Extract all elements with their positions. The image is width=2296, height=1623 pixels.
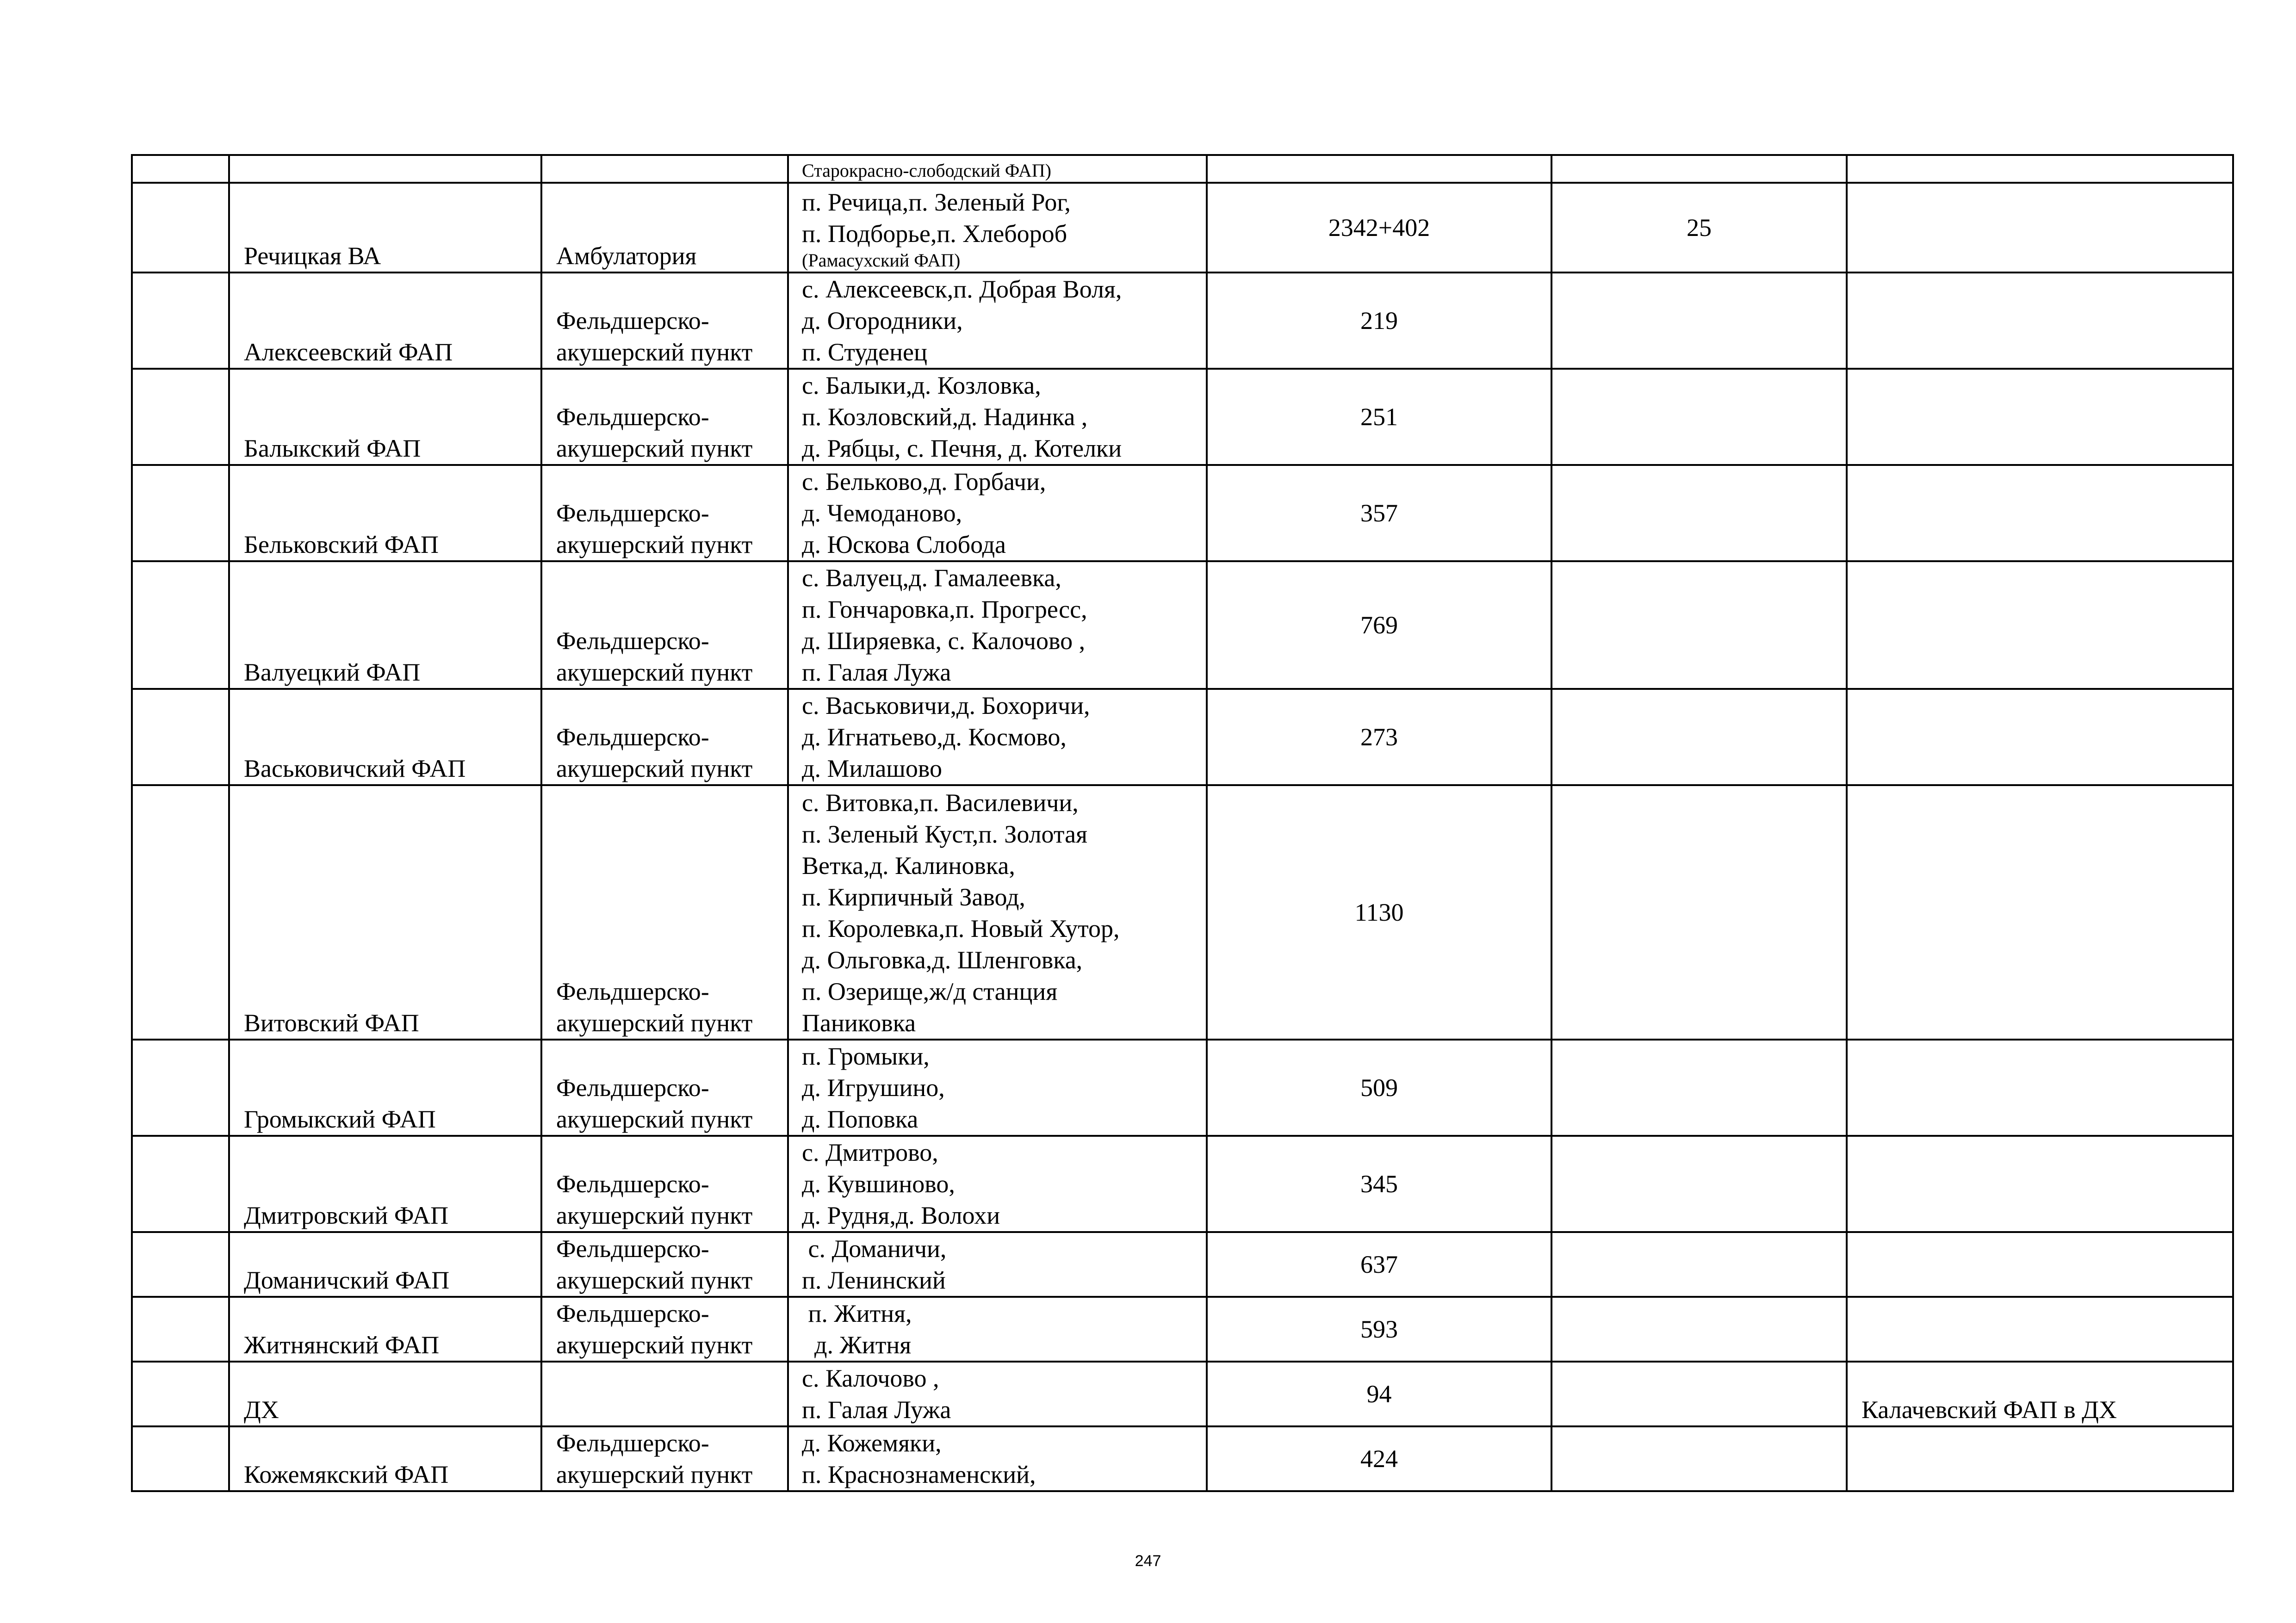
table-body (132, 155, 2233, 1491)
facility-type-cell (541, 1232, 788, 1297)
note-cell (1847, 1297, 2233, 1362)
population-cell (1207, 1040, 1551, 1136)
table-row (132, 1426, 2233, 1491)
facility-name: Васьковичский ФАП (244, 755, 466, 782)
served-place-line: д. Милашово (802, 755, 943, 782)
facility-name-cell (229, 1136, 541, 1232)
population-cell (1207, 1426, 1551, 1491)
served-place-line: с. Витовка,п. Василевичи, (802, 789, 1079, 817)
facility-type-cell (541, 1136, 788, 1232)
population-value: 769 (1360, 611, 1398, 639)
note-cell (1847, 155, 2233, 183)
served-places-cell (788, 155, 1207, 183)
facility-type-cell (541, 465, 788, 561)
note-cell (1847, 561, 2233, 689)
served-place-line: д. Рябцы, с. Печня, д. Котелки (802, 434, 1122, 462)
row-number-cell (132, 183, 229, 273)
population-cell (1207, 183, 1551, 273)
facility-name-cell (229, 1232, 541, 1297)
table-row (132, 689, 2233, 785)
served-place-line: д. Игрушино, (802, 1074, 945, 1102)
served-place-line: п. Галая Лужа (802, 1396, 951, 1424)
facility-name-cell (229, 561, 541, 689)
table-row (132, 785, 2233, 1040)
beds-value: 25 (1687, 214, 1712, 242)
note-cell (1847, 1040, 2233, 1136)
row-number-cell (132, 1040, 229, 1136)
facility-type: Фельдшерско-акушерский пункт (556, 403, 753, 462)
served-places-cell (788, 1232, 1207, 1297)
facility-type: Фельдшерско-акушерский пункт (556, 723, 753, 782)
population-value: 637 (1360, 1251, 1398, 1278)
beds-cell (1551, 1232, 1847, 1297)
facility-name-cell (229, 183, 541, 273)
facility-name-cell (229, 785, 541, 1040)
facility-name-cell (229, 1362, 541, 1426)
population-value: 219 (1360, 307, 1398, 335)
facility-name: Доманичский ФАП (244, 1266, 450, 1294)
served-place-line: с. Валуец,д. Гамалеевка, (802, 564, 1061, 592)
population-value: 509 (1360, 1074, 1398, 1102)
facility-type: Фельдшерско-акушерский пункт (556, 499, 753, 558)
served-places-cell (788, 369, 1207, 465)
note-cell (1847, 785, 2233, 1040)
population-cell (1207, 465, 1551, 561)
served-places-cell (788, 1040, 1207, 1136)
served-places-cell (788, 1297, 1207, 1362)
population-value: 2342+402 (1328, 214, 1430, 242)
served-places-cell (788, 689, 1207, 785)
served-place-line: п. Житня, (802, 1300, 912, 1327)
table-row (132, 1040, 2233, 1136)
population-cell (1207, 561, 1551, 689)
population-value: 273 (1360, 723, 1398, 751)
population-cell (1207, 689, 1551, 785)
beds-cell (1551, 465, 1847, 561)
served-places-cell (788, 183, 1207, 273)
table-row (132, 1232, 2233, 1297)
row-number-cell (132, 689, 229, 785)
beds-cell (1551, 785, 1847, 1040)
facility-name: Кожемякский ФАП (244, 1461, 449, 1488)
facility-name: ДХ (244, 1396, 279, 1424)
facility-name-cell (229, 1297, 541, 1362)
facility-name: Речицкая ВА (244, 242, 381, 270)
served-place-line: д. Огородники, (802, 307, 963, 335)
page-number: 247 (1135, 1552, 1161, 1570)
table-row (132, 369, 2233, 465)
facility-name-cell (229, 465, 541, 561)
served-place-line: д. Кожемяки, (802, 1429, 942, 1457)
population-value: 357 (1360, 499, 1398, 527)
served-places-cell (788, 465, 1207, 561)
facilities-table (131, 154, 2234, 1492)
served-place-line: д. Ольговка,д. Шленговка, (802, 946, 1083, 974)
beds-cell (1551, 1362, 1847, 1426)
population-value: 251 (1360, 403, 1398, 431)
row-number-cell (132, 1232, 229, 1297)
served-place-line: д. Поповка (802, 1105, 918, 1133)
facility-type-cell (541, 1362, 788, 1426)
beds-cell (1551, 183, 1847, 273)
served-place-line: п. Громыки, (802, 1042, 930, 1070)
table-row (132, 155, 2233, 183)
population-cell (1207, 1362, 1551, 1426)
row-number-cell (132, 1136, 229, 1232)
served-places-cell (788, 561, 1207, 689)
facility-type: Фельдшерско-акушерский пункт (556, 1074, 753, 1133)
facility-name: Витовский ФАП (244, 1009, 419, 1037)
note-cell (1847, 1136, 2233, 1232)
served-places-cell (788, 1136, 1207, 1232)
served-places-cell (788, 1362, 1207, 1426)
served-place-line: д. Юскова Слобода (802, 531, 1006, 558)
served-place-line: п. Королевка,п. Новый Хутор, (802, 915, 1120, 942)
facility-type-cell (541, 1426, 788, 1491)
beds-cell (1551, 561, 1847, 689)
note-cell (1847, 369, 2233, 465)
row-number-cell (132, 561, 229, 689)
facility-name-cell (229, 1040, 541, 1136)
served-place-line: п. Ленинский (802, 1266, 946, 1294)
served-place-line: п. Студенец (802, 338, 927, 366)
population-cell (1207, 155, 1551, 183)
beds-cell (1551, 1136, 1847, 1232)
served-place-line: (Рамасухский ФАП) (802, 250, 961, 271)
served-place-line: п. Озерище,ж/д станция (802, 978, 1058, 1005)
note-cell (1847, 1426, 2233, 1491)
served-place-line: с. Доманичи, (802, 1235, 947, 1263)
facility-name: Дмитровский ФАП (244, 1202, 449, 1229)
row-number-cell (132, 465, 229, 561)
facility-name: Житнянский ФАП (244, 1331, 440, 1359)
population-cell (1207, 1297, 1551, 1362)
facility-name: Алексеевский ФАП (244, 338, 453, 366)
facility-type-cell (541, 183, 788, 273)
served-place-line: с. Балыки,д. Козловка, (802, 372, 1041, 399)
served-place-line: Старокрасно-слободский ФАП) (802, 160, 1051, 181)
population-value: 1130 (1354, 898, 1404, 926)
facility-name: Балыкский ФАП (244, 434, 421, 462)
population-cell (1207, 785, 1551, 1040)
note-cell (1847, 183, 2233, 273)
table-row (132, 1362, 2233, 1426)
population-cell (1207, 1136, 1551, 1232)
served-places-cell (788, 785, 1207, 1040)
population-value: 424 (1360, 1445, 1398, 1473)
population-cell (1207, 1232, 1551, 1297)
facility-type-cell (541, 369, 788, 465)
population-value: 345 (1360, 1170, 1398, 1198)
served-place-line: п. Гончаровка,п. Прогресс, (802, 595, 1087, 623)
beds-cell (1551, 369, 1847, 465)
facility-type: Фельдшерско-акушерский пункт (556, 1300, 753, 1359)
served-place-line: п. Козловский,д. Надинка , (802, 403, 1088, 431)
served-places-cell (788, 1426, 1207, 1491)
row-number-cell (132, 785, 229, 1040)
served-place-line: Паниковка (802, 1009, 916, 1037)
facility-name: Громыкский ФАП (244, 1105, 436, 1133)
row-number-cell (132, 369, 229, 465)
served-place-line: п. Зеленый Куст,п. Золотая (802, 820, 1087, 848)
facility-type-cell (541, 1297, 788, 1362)
row-number-cell (132, 1297, 229, 1362)
table-row (132, 561, 2233, 689)
served-place-line: п. Подборье,п. Хлебороб (802, 220, 1067, 248)
served-place-line: с. Бельково,д. Горбачи, (802, 468, 1046, 496)
facility-type-cell (541, 155, 788, 183)
table-row (132, 1297, 2233, 1362)
facility-type: Фельдшерско-акушерский пункт (556, 627, 753, 686)
row-number-cell (132, 273, 229, 369)
facility-name-cell (229, 369, 541, 465)
facility-type: Фельдшерско-акушерский пункт (556, 1235, 753, 1294)
facility-name-cell (229, 155, 541, 183)
served-place-line: п. Кирпичный Завод, (802, 883, 1025, 911)
served-places-cell (788, 273, 1207, 369)
served-place-line: с. Васьковичи,д. Бохоричи, (802, 692, 1090, 719)
table-row (132, 1136, 2233, 1232)
served-place-line: д. Игнатьево,д. Космово, (802, 723, 1067, 751)
facility-type-cell (541, 561, 788, 689)
facility-type-cell (541, 785, 788, 1040)
population-cell (1207, 273, 1551, 369)
row-number-cell (132, 1426, 229, 1491)
facility-type: Фельдшерско-акушерский пункт (556, 978, 753, 1037)
served-place-line: с. Дмитрово, (802, 1139, 938, 1166)
population-value: 94 (1366, 1380, 1392, 1408)
beds-cell (1551, 155, 1847, 183)
table-row (132, 465, 2233, 561)
served-place-line: с. Алексеевск,п. Добрая Воля, (802, 275, 1122, 303)
population-value: 593 (1360, 1315, 1398, 1343)
served-place-line: п. Галая Лужа (802, 658, 951, 686)
note-cell (1847, 1232, 2233, 1297)
table-row (132, 273, 2233, 369)
facility-name: Бельковский ФАП (244, 531, 439, 558)
facility-type: Фельдшерско-акушерский пункт (556, 1429, 753, 1488)
beds-cell (1551, 1297, 1847, 1362)
beds-cell (1551, 1426, 1847, 1491)
row-number-cell (132, 1362, 229, 1426)
facility-name-cell (229, 689, 541, 785)
note-cell (1847, 273, 2233, 369)
served-place-line: д. Житня (802, 1331, 912, 1359)
row-number-cell (132, 155, 229, 183)
served-place-line: п. Речица,п. Зеленый Рог, (802, 188, 1071, 216)
facility-name-cell (229, 1426, 541, 1491)
note-cell (1847, 689, 2233, 785)
served-place-line: д. Кувшиново, (802, 1170, 955, 1198)
table-row (132, 183, 2233, 273)
served-place-line: Ветка,д. Калиновка, (802, 852, 1015, 880)
beds-cell (1551, 689, 1847, 785)
facility-type-cell (541, 1040, 788, 1136)
note-cell (1847, 465, 2233, 561)
served-place-line: д. Чемоданово, (802, 499, 962, 527)
served-place-line: п. Краснознаменский, (802, 1461, 1036, 1488)
note-text: Калачевский ФАП в ДХ (1862, 1396, 2117, 1424)
note-cell (1847, 1362, 2233, 1426)
served-place-line: д. Ширяевка, с. Калочово , (802, 627, 1086, 655)
served-place-line: с. Калочово , (802, 1364, 939, 1392)
facility-type-cell (541, 273, 788, 369)
facility-type: Фельдшерско-акушерский пункт (556, 307, 753, 366)
served-place-line: д. Рудня,д. Волохи (802, 1202, 1000, 1229)
facility-type: Амбулатория (556, 242, 697, 270)
population-cell (1207, 369, 1551, 465)
beds-cell (1551, 1040, 1847, 1136)
facility-name-cell (229, 273, 541, 369)
facility-name: Валуецкий ФАП (244, 658, 421, 686)
facility-type: Фельдшерско-акушерский пункт (556, 1170, 753, 1229)
beds-cell (1551, 273, 1847, 369)
facility-type-cell (541, 689, 788, 785)
